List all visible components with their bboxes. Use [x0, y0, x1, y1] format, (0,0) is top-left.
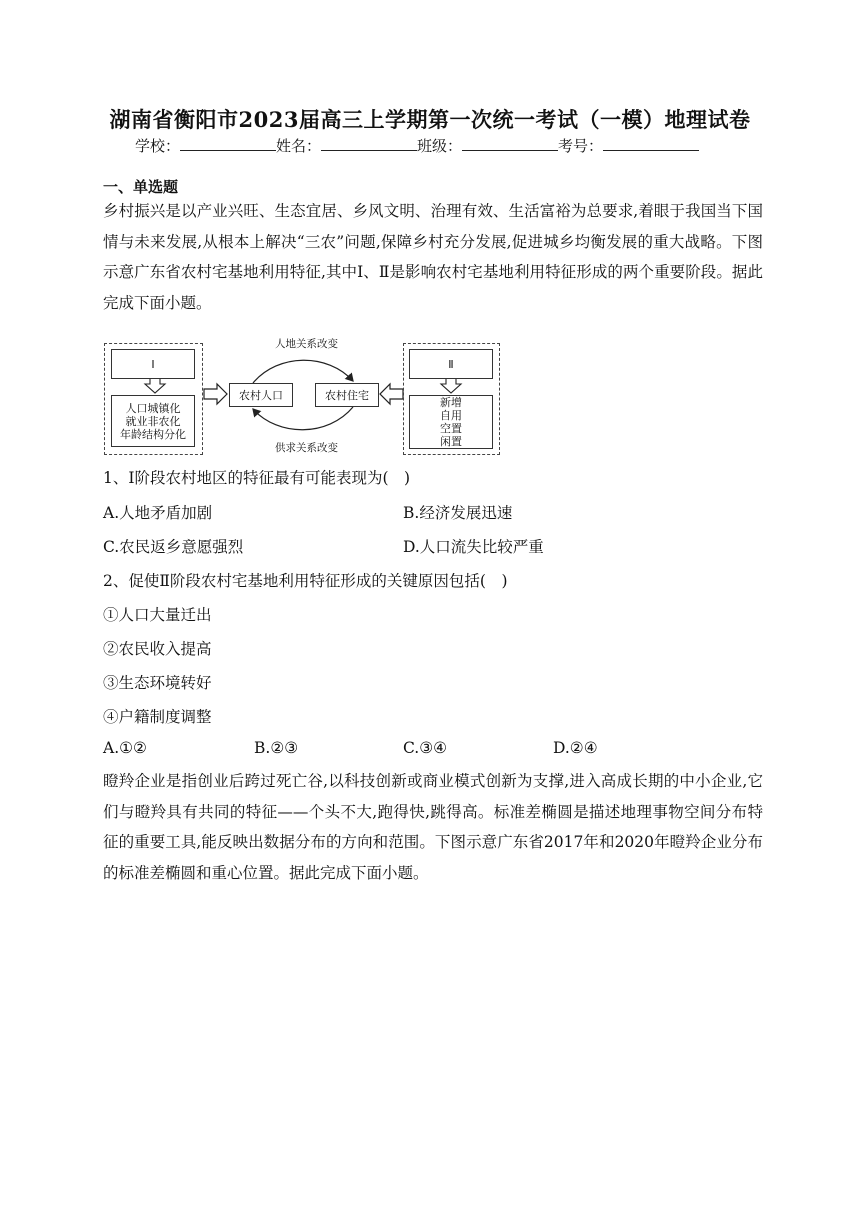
question-1-stem: 1、Ⅰ阶段农村地区的特征最有可能表现为( ) [103, 469, 411, 487]
stage2-features-box [409, 395, 493, 449]
student-info-line [135, 135, 699, 156]
question-2-option-d[interactable]: D.②④ [553, 739, 598, 757]
rural-housing-box: 农村住宅 [315, 383, 379, 407]
stage2-box: Ⅱ [409, 349, 493, 379]
number-blank [603, 136, 699, 151]
right-hollow-arrow [380, 384, 403, 404]
school-blank [180, 136, 276, 151]
section-heading: 一、单选题 [103, 178, 179, 196]
question-2-item: ③生态环境转好 [103, 674, 212, 692]
left-hollow-arrow [204, 384, 227, 404]
bottom-relation-label: 供求关系改变 [275, 442, 338, 454]
homestead-diagram [103, 333, 503, 457]
school-label: 学校： [135, 137, 181, 155]
stage1-feature: 年龄结构分化 [120, 427, 186, 441]
stage1-feature: 人口城镇化 [125, 401, 181, 415]
question-2-stem: 2、促使Ⅱ阶段农村宅基地利用特征形成的关键原因包括( ) [103, 572, 508, 590]
number-label: 考号： [558, 137, 604, 155]
rural-population-box: 农村人口 [229, 383, 293, 407]
question-2-item: ①人口大量迁出 [103, 606, 212, 624]
stage2-feature: 闲置 [440, 435, 462, 448]
stage1-features-box [111, 395, 195, 447]
passage-2: 瞪羚企业是指创业后跨过死亡谷,以科技创新或商业模式创新为支撑,进入高成长期的中小企业,它们与瞪羚具有共同的特征——个头不大,跑得快,跳得高。标准差椭圆是描述地理事物空间分布特征的重要工具,能反映出数据分布的方向和范围。下图示意广东省2017年和2020年瞪羚企业分布的标准差椭圆和重心位置。据此完成下面小题。 [103, 772, 763, 882]
question-1-option-d[interactable]: D.人口流失比较严重 [403, 538, 544, 556]
stage1-feature: 就业非农化 [125, 414, 181, 428]
top-cycle-arrow [253, 360, 353, 383]
passage-1: 乡村振兴是以产业兴旺、生态宜居、乡风文明、治理有效、生活富裕为总要求,着眼于我国当下国情与未来发展,从根本上解决“三农”问题,保障乡村充分发展,促进城乡均衡发展的重大战略。下图示意广东省农村宅基地利用特征,其中Ⅰ、Ⅱ是影响农村宅基地利用特征形成的两个重要阶段。据此完成下面小题。 [103, 202, 763, 312]
question-1-option-c[interactable]: C.农民返乡意愿强烈 [103, 538, 244, 556]
bottom-cycle-arrow [253, 407, 353, 430]
stage1-box: Ⅰ [111, 349, 195, 379]
class-label: 班级： [417, 137, 463, 155]
stage2-feature: 新增 [440, 396, 462, 409]
question-2-option-b[interactable]: B.②③ [254, 739, 299, 757]
stage2-feature: 空置 [440, 422, 462, 435]
question-2-item: ②农民收入提高 [103, 640, 212, 658]
question-2-option-a[interactable]: A.①② [103, 739, 147, 757]
page-title: 湖南省衡阳市2023届高三上学期第一次统一考试（一模）地理试卷 [109, 107, 751, 132]
question-2-item: ④户籍制度调整 [103, 708, 212, 726]
question-2-option-c[interactable]: C.③④ [403, 739, 448, 757]
stage2-feature: 自用 [440, 409, 462, 422]
top-relation-label: 人地关系改变 [275, 338, 338, 350]
name-blank [321, 136, 417, 151]
question-1-option-a[interactable]: A.人地矛盾加剧 [103, 504, 213, 522]
name-label: 姓名： [276, 137, 322, 155]
class-blank [462, 136, 558, 151]
question-1-option-b[interactable]: B.经济发展迅速 [403, 504, 513, 522]
